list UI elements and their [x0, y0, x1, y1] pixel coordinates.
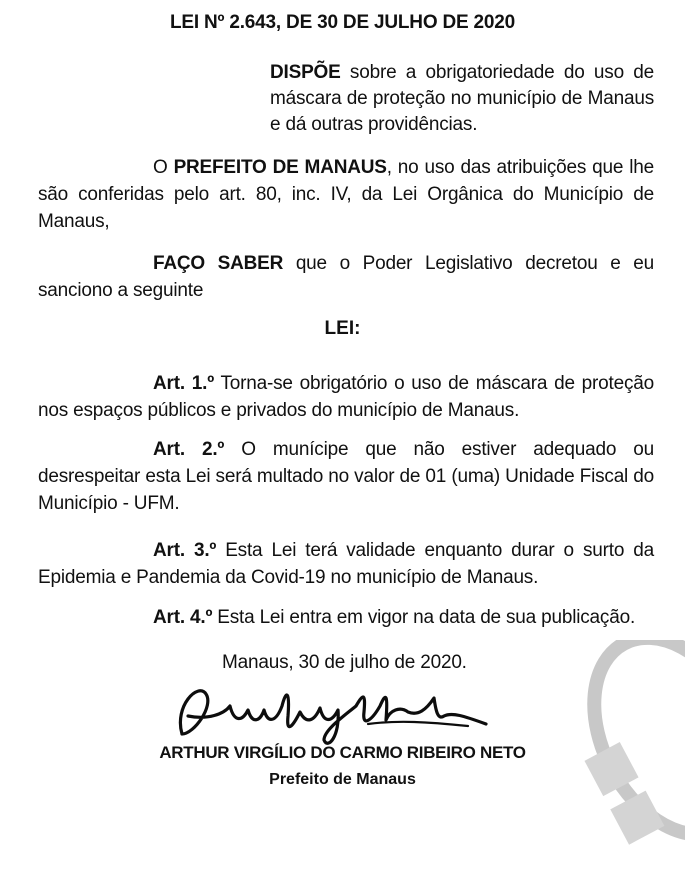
preamble-text: , no uso das atribuições que lhe são conferidas pelo art. 80, inc. IV, da Lei Orgânica do Município de Manaus, [38, 157, 654, 232]
ementa-keyword: DISPÕE [270, 62, 341, 83]
article-text: O munícipe que não estiver adequado ou desrespeitar esta Lei será multado no valor de 01 (uma) Unidade Fiscal do Município - UFM. [38, 439, 654, 514]
article-label: Art. 1.º [153, 373, 214, 394]
enactment-clause [38, 250, 654, 304]
article-label: Art. 2.º [153, 439, 225, 460]
article-4 [38, 604, 654, 631]
law-title: LEI Nº 2.643, DE 30 DE JULHO DE 2020 [169, 12, 516, 33]
preamble [38, 154, 654, 235]
signer-role: Prefeito de Manaus [269, 771, 416, 788]
ementa [270, 60, 654, 138]
ementa-text: sobre a obrigatoriedade do uso de máscara de proteção no município de Manaus e dá outras providências. [270, 62, 654, 135]
article-3 [38, 537, 654, 591]
article-text: Esta Lei entra em vigor na data de sua publicação. [212, 607, 636, 628]
article-2 [38, 436, 654, 517]
partial-stamp-icon [548, 640, 685, 870]
enactment-text: que o Poder Legislativo decretou e eu sanciono a seguinte [38, 253, 654, 301]
article-text: Esta Lei terá validade enquanto durar o surto da Epidemia e Pandemia da Covid-19 no município de Manaus. [38, 540, 654, 588]
article-label: Art. 4.º [153, 607, 213, 628]
signer-name: ARTHUR VIRGÍLIO DO CARMO RIBEIRO NETO [159, 743, 526, 762]
place-date: Manaus, 30 de julho de 2020. [222, 652, 467, 673]
article-label: Art. 3.º [153, 540, 217, 561]
article-text: Torna-se obrigatório o uso de máscara de proteção nos espaços públicos e privados do município de Manaus. [38, 373, 654, 421]
lei-heading: LEI: [324, 318, 361, 339]
article-1 [38, 370, 654, 424]
preamble-keyword: PREFEITO DE MANAUS [173, 157, 387, 178]
preamble-prefix: O [153, 157, 174, 178]
enactment-keyword: FAÇO SABER [153, 253, 284, 274]
